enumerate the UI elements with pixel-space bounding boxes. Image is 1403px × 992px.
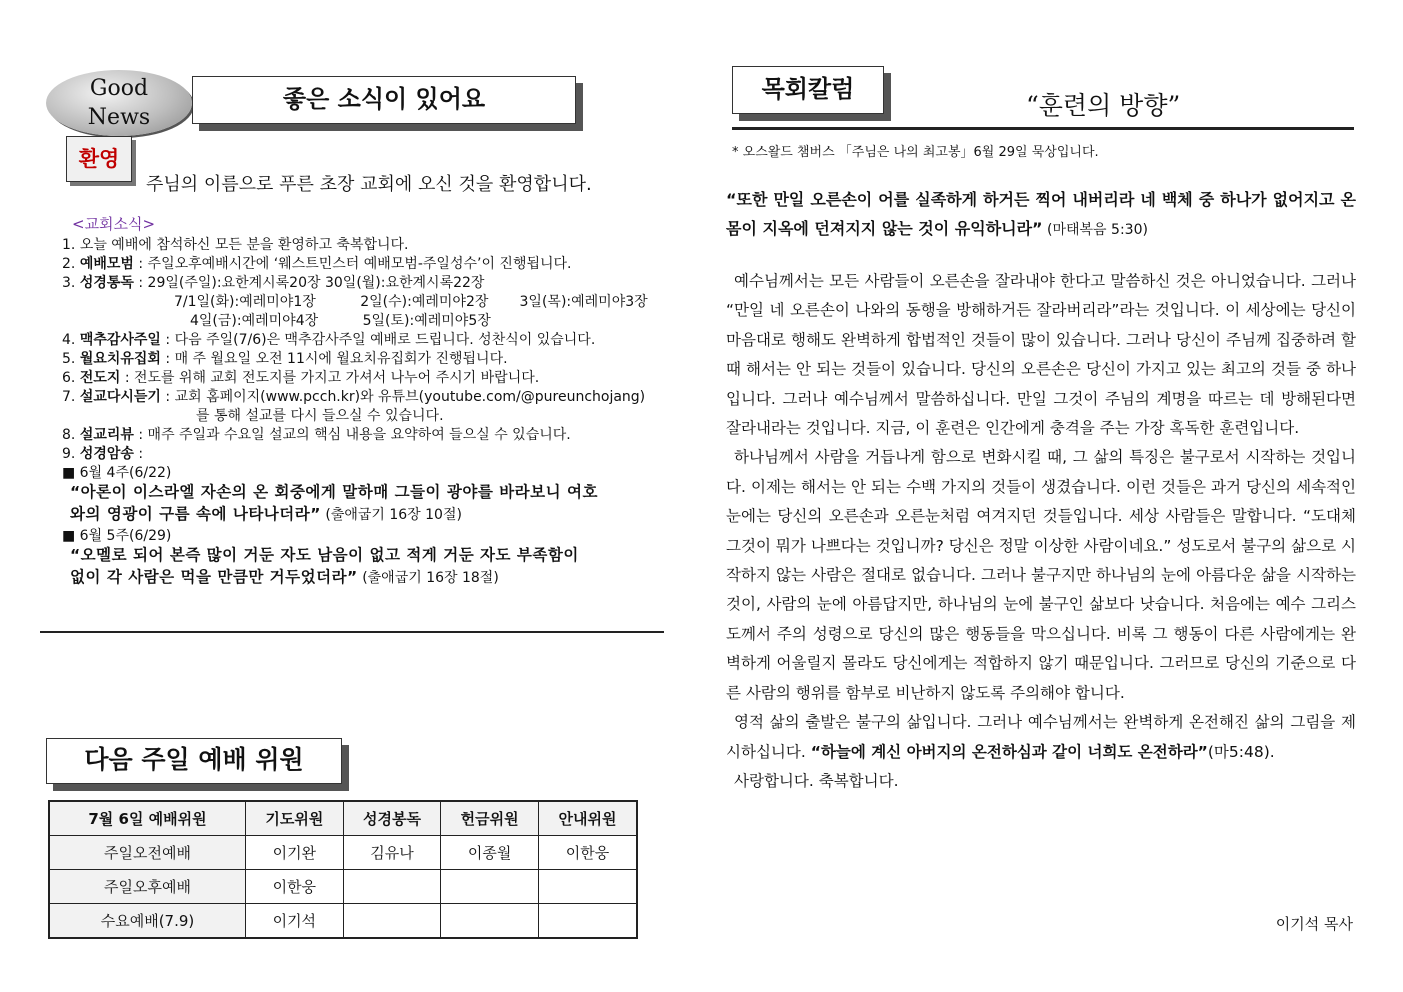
next-week-title: 다음 주일 예배 위원 <box>84 745 304 774</box>
table-cell: 수요예배(7.9) <box>49 904 246 939</box>
next-week-title-box <box>46 738 342 784</box>
sermon-line-2: 를 통해 설교를 다시 들으실 수 있습니다. <box>196 408 444 424</box>
table-header-cell: 헌금위원 <box>441 801 539 836</box>
table-header-row <box>49 801 637 836</box>
column-title: “훈련의 방향” <box>1026 91 1181 120</box>
table-cell <box>538 870 637 904</box>
column-source-note: * 오스왈드 챔버스 「주님은 나의 최고봉」6월 29일 묵상입니다. <box>732 145 1099 160</box>
table-cell: 주일오전예배 <box>49 836 246 870</box>
table-cell: 이기석 <box>246 904 344 939</box>
welcome-label: 환영 <box>66 136 132 182</box>
table-cell: 김유나 <box>343 836 441 870</box>
duty-table <box>48 800 638 939</box>
welcome-text: 주님의 이름으로 푸른 초장 교회에 오신 것을 환영합니다. <box>146 174 592 195</box>
table-cell: 이한웅 <box>246 870 344 904</box>
right-divider <box>732 127 1354 130</box>
table-cell: 이기완 <box>246 836 344 870</box>
table-row <box>49 836 637 870</box>
news-item-8: 8. 설교리뷰 : 매주 주일과 수요일 설교의 핵심 내용을 요약하여 들으실 수 있습니다. <box>62 427 571 443</box>
good-news-title-box <box>192 76 576 124</box>
column-label-box <box>732 66 884 114</box>
news-item-5: 5. 월요치유집회 : 매 주 월요일 오전 11시에 월요치유집회가 진행됩니다. <box>62 351 508 367</box>
verse-ref: (마태복음 5:30) <box>1042 222 1148 238</box>
news-item-2: 2. 예배모범 : 주일오후예배시간에 ‘웨스트민스터 예배모범-주일성수’이 진행됩니다. <box>62 256 572 272</box>
table-header-cell: 안내위원 <box>538 801 637 836</box>
table-cell: 이종월 <box>441 836 539 870</box>
news-item-3: 3. 성경통독 : 29일(주일):요한계시록20장 30일(월):요한계시록22장 <box>62 275 485 291</box>
news-heading: <교회소식> <box>72 215 156 233</box>
table-header-cell: 7월 6일 예배위원 <box>49 801 246 836</box>
table-header-cell: 기도위원 <box>246 801 344 836</box>
news-item-9: 9. 성경암송 : <box>62 446 144 462</box>
table-row <box>49 904 637 939</box>
column-paragraph-3: 영적 삶의 출발은 불구의 삶입니다. 그러나 예수님께서는 완벽하게 온전해진 삶의 그림을 제시하십니다. “하늘에 계신 아버지의 온전하심과 같이 너희도 온전하라”(마5:48). <box>726 713 1356 761</box>
column-verse <box>726 185 1356 245</box>
table-cell <box>343 904 441 939</box>
table-cell <box>441 904 539 939</box>
reading-line-3: 4일(금):예레미야4장 5일(토):예레미야5장 <box>190 313 491 329</box>
good-news-badge <box>46 70 192 136</box>
column-paragraph-2: 하나님께서 사람을 거듭나게 함으로 변화시킬 때, 그 삶의 특징은 불구로서 시작하는 것입니다. 이제는 해서는 안 되는 수백 가지의 것들이 생겼습니다. 이런 것들은 과거 당신의 세속적인 눈에는 당신의 오른손과 오른눈처럼 여겨지던 것들입니다. 세상 사람들은 말합니다. “도대체 그것이 뭐가 나쁘다는 것입니까? 당신은 정말 이상한 사람이네요.” 성도로서 불구의 삶으로 시작하지 않는 사람은 절대로 없습니다. 그러나 불구지만 하나님의 눈에 아름다운 삶을 시작하는 것이, 사람의 눈에 아름답지만, 하나님의 눈에 불구인 삶보다 낫습니다. 처음에는 예수 그리스도께서 주의 성령으로 당신의 많은 행동들을 막으십니다. 비록 그 행동이 다른 사람에게는 완벽하게 어울릴지 몰라도 당신에게는 적합하지 않기 때문입니다. 그러므로 당신의 기준으로 다른 사람의 행위를 함부로 비난하지 않도록 주의해야 합니다. <box>726 448 1356 702</box>
good-news-title: 좋은 소식이 있어요 <box>282 85 486 113</box>
news-list <box>62 236 702 590</box>
table-header-cell: 성경봉독 <box>343 801 441 836</box>
verse-text: “또한 만일 오른손이 어를 실족하게 하거든 찍어 내버리라 네 백체 중 하나가 없어지고 온 몸이 지옥에 던져지지 않는 것이 유익하니라” <box>726 190 1356 238</box>
memory2-line2: 없이 각 사람은 먹을 만큼만 거두었더라” (출애굽기 16장 18절) <box>70 568 499 586</box>
reading-line-2: 7/1일(화):예레미야1장 2일(수):예레미야2장 3일(목):예레미야3장 <box>174 294 648 310</box>
badge-line1: Good <box>89 76 149 101</box>
table-cell <box>441 870 539 904</box>
column-label: 목회칼럼 <box>761 75 855 103</box>
table-cell: 주일오후예배 <box>49 870 246 904</box>
memory1-line1: “아론이 이스라엘 자손의 온 회중에게 말하매 그들이 광야를 바라보니 여호 <box>70 483 598 501</box>
column-body <box>726 267 1356 796</box>
table-row <box>49 870 637 904</box>
table-cell <box>538 904 637 939</box>
memory1-date: ■ 6월 4주(6/22) <box>62 465 172 481</box>
table-cell <box>343 870 441 904</box>
signature: 이기석 목사 <box>1275 915 1353 933</box>
news-item-1: 1. 오늘 예배에 참석하신 모든 분을 환영하고 축복합니다. <box>62 237 409 253</box>
news-item-4: 4. 맥추감사주일 : 다음 주일(7/6)은 맥추감사주일 예배로 드립니다. 성찬식이 있습니다. <box>62 332 596 348</box>
column-paragraph-4: 사랑합니다. 축복합니다. <box>734 771 899 790</box>
news-item-7: 7. 설교다시듣기 : 교회 홈페이지(www.pcch.kr)와 유튜브(youtube.com/@pureunchojang) <box>62 389 646 405</box>
table-cell: 이한웅 <box>538 836 637 870</box>
left-divider <box>40 631 664 633</box>
memory2-line1: “오멜로 되어 본즉 많이 거둔 자도 남음이 없고 적게 거둔 자도 부족함이 <box>70 546 579 564</box>
badge-line2: News <box>87 105 151 130</box>
news-item-6: 6. 전도지 : 전도를 위해 교회 전도지를 가지고 가셔서 나누어 주시기 바랍니다. <box>62 370 540 386</box>
memory2-date: ■ 6월 5주(6/29) <box>62 528 172 544</box>
column-paragraph-1: 예수님께서는 모든 사람들이 오른손을 잘라내야 한다고 말씀하신 것은 아니었습니다. 그러나 “만일 네 오른손이 나와의 동행을 방해하거든 잘라버리라”라는 것입니다. 이 세상에는 당신이 마음대로 행해도 완벽하게 합법적인 것들이 많이 있습니다. 그러나 당신이 주님께 집중하려 할 때 해서는 안 되는 것들이 있습니다. 당신의 오른손은 당신이 가지고 있는 최고의 것들 중 하나입니다. 그러나 예수님께서 말씀하십니다. 만일 그것이 주님의 계명을 따르는 데 방해된다면 잘라내라는 것입니다. 지금, 이 훈련은 인간에게 충격을 주는 가장 혹독한 훈련입니다. <box>726 272 1356 438</box>
memory1-line2: 와의 영광이 구름 속에 나타나더라” (출애굽기 16장 10절) <box>70 505 462 523</box>
